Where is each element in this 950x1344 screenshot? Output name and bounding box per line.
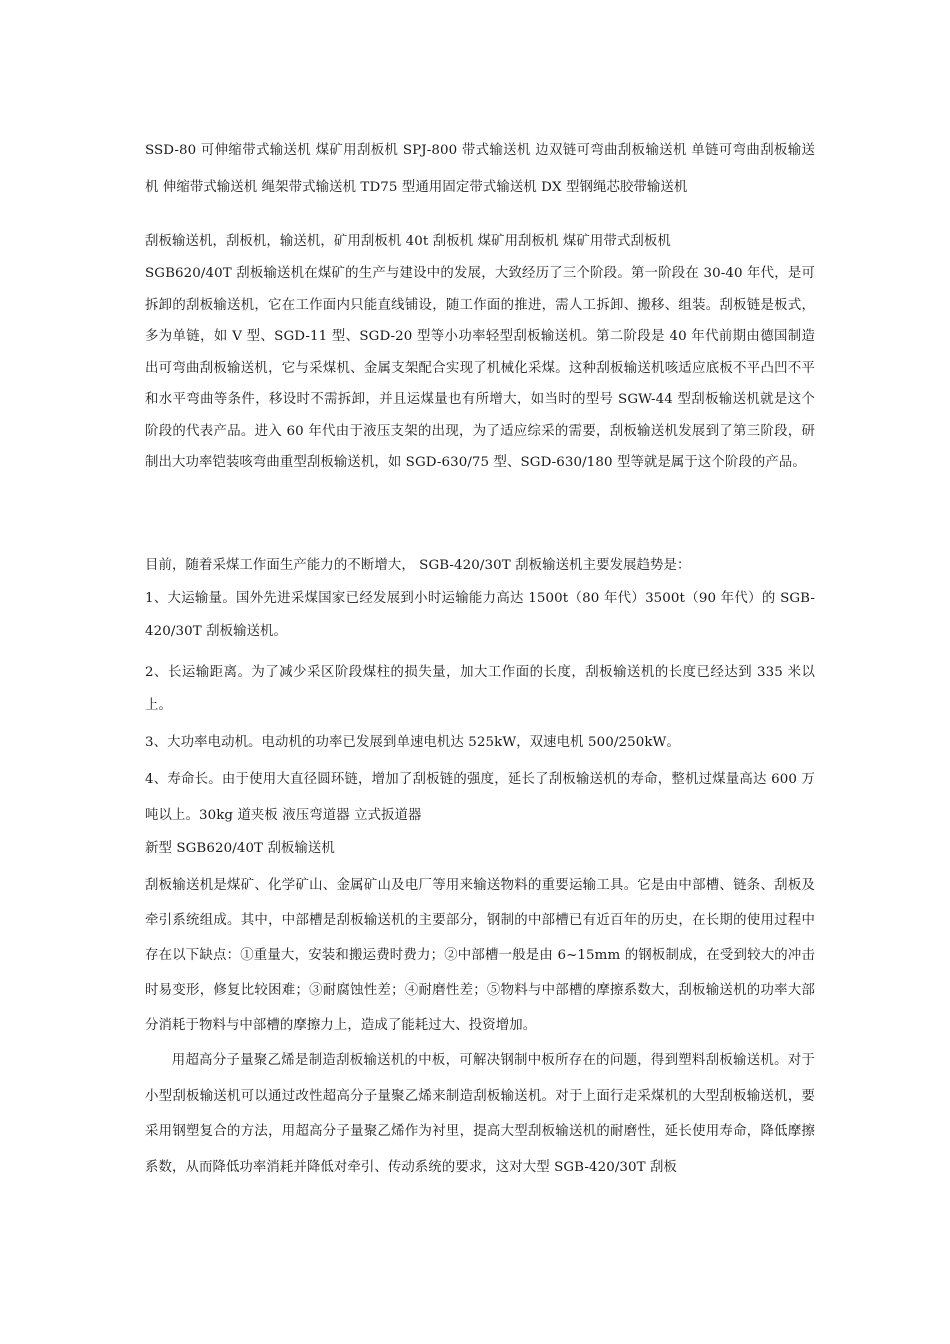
trend-item-2: 2、长运输距离。为了减少采区阶段煤柱的损失量，加大工作面的长度，刮板输送机的长度已经达到 335 米以上。 [145,665,815,713]
new-paragraph: 刮板输送机是煤矿、化学矿山、金属矿山及电厂等用来输送物料的重要运输工具。它是由中部槽、链条、刮板及牵引系统组成。其中，中部槽是刮板输送机的主要部分，钢制的中部槽已有近百年的历史，在长期的使用过程中存在以下缺点：①重量大，安装和搬运费时费力；②中部槽一般是由 6~15mm 的钢板制成，在受到较大的冲击时易变形，修复比较困难；③耐腐蚀性差；④耐磨性差；⑤物料与中部槽的摩擦系数大，刮板输送机的功率大部分消耗于物料与中部槽的摩擦力上，造成了能耗过大、投资增加。 [145,878,815,1033]
trend-item-3: 3、大功率电动机。电动机的功率已发展到单速电机达 525kW，双速电机 500/250kW。 [145,735,680,750]
keywords-line: 刮板输送机，刮板机，输送机，矿用刮板机 40t 刮板机 煤矿用刮板机 煤矿用带式刮板机 [145,234,671,249]
uhmwpe-paragraph: 用超高分子量聚乙烯是制造刮板输送机的中板，可解决钢制中板所存在的问题，得到塑料刮板输送机。对于小型刮板输送机可以通过改性超高分子量聚乙烯来制造刮板输送机。对于上面行走采煤机的大型刮板输送机，要采用钢塑复合的方法，用超高分子量聚乙烯作为衬里，提高大型刮板输送机的耐磨性，延长使用寿命，降低摩擦系数，从而降低功率消耗并降低对牵引、传动系统的要求，这对大型 SGB-420/30T 刮板 [145,1053,815,1175]
trend-item-1: 1、大运输量。国外先进采煤国家已经发展到小时运输能力高达 1500t（80 年代）3500t（90 年代）的 SGB-420/30T 刮板输送机。 [145,591,815,639]
section-title: 新型 SGB620/40T 刮板输送机 [145,841,335,856]
history-paragraph: SGB620/40T 刮板输送机在煤矿的生产与建设中的发展，大致经历了三个阶段。第一阶段在 30-40 年代，是可拆卸的刮板输送机，它在工作面内只能直线铺设，随工作面的推进，需人工拆卸、搬移、组装。刮板链是板式，多为单链，如 V 型、SGD-11 型、SGD-20 型等小功率轻型刮板输送机。第二阶段是 40 年代前期由德国制造出可弯曲刮板输送机，它与采煤机、金属支架配合实现了机械化采煤。这种刮板输送机咳适应底板不平凸凹不平和水平弯曲等条件，移设时不需拆卸，并且运煤量也有所增大，如当时的型号 SGW-44 型刮板输送机就是这个阶段的代表产品。进入 60 年代由于液压支架的出现，为了适应综采的需要，刮板输送机发展到了第三阶段，研制出大功率铠装咳弯曲重型刮板输送机，如 SGD-630/75 型、SGD-630/180 型等就是属于这个阶段的产品。 [145,266,815,470]
trend-intro: 目前，随着采煤工作面生产能力的不断增大， SGB-420/30T 刮板输送机主要发展趋势是： [145,558,691,573]
header-products: SSD-80 可伸缩带式输送机 煤矿用刮板机 SPJ-800 带式输送机 边双链可弯曲刮板输送机 单链可弯曲刮板输送机 伸缩带式输送机 绳架带式输送机 TD75 型通用固定带式输送机 DX 型钢绳芯胶带输送机 [145,143,815,195]
trend-item-4: 4、寿命长。由于使用大直径圆环链，增加了刮板链的强度，延长了刮板输送机的寿命，整机过煤量高达 600 万吨以上。30kg 道夹板 液压弯道器 立式扳道器 [145,772,815,823]
